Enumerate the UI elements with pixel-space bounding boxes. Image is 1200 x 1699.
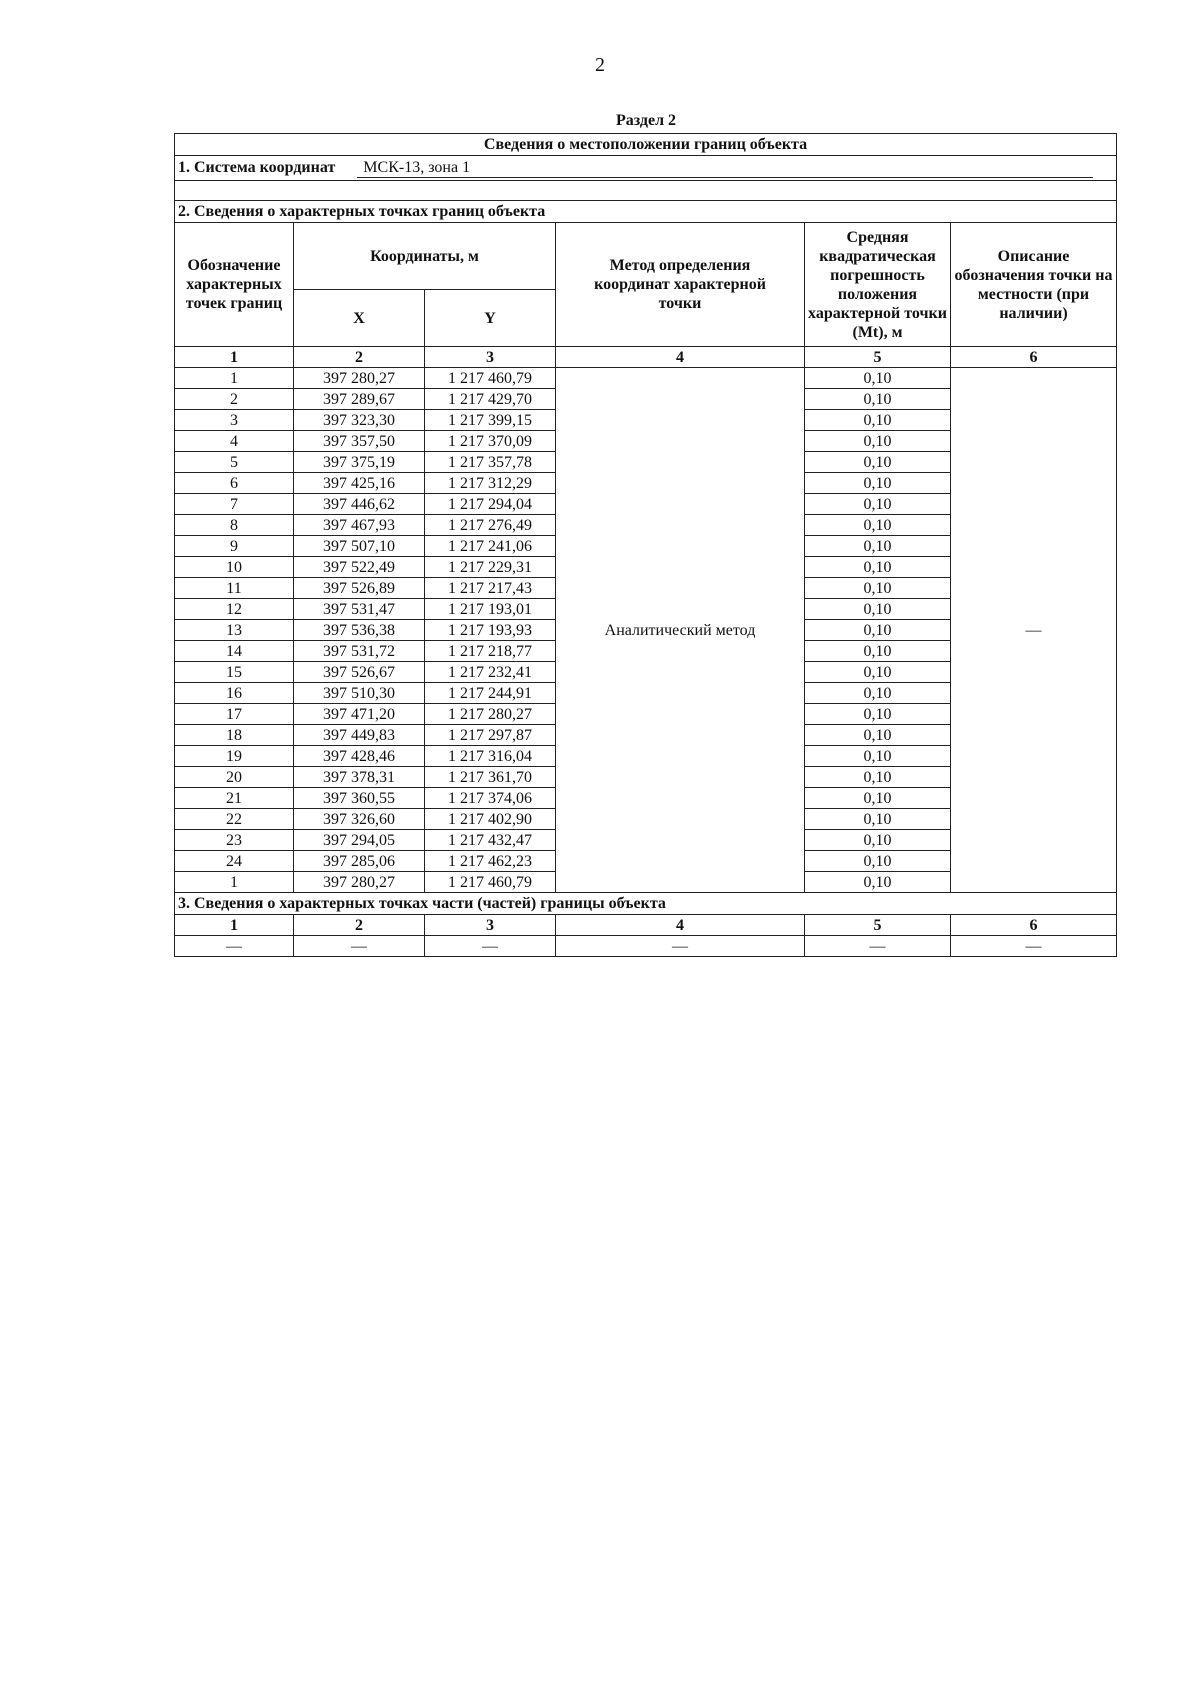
point-number: 2 [175, 389, 294, 410]
point-number: 3 [175, 410, 294, 431]
coord-y: 1 217 297,87 [425, 725, 556, 746]
error-mt: 0,10 [805, 830, 951, 851]
coord-y: 1 217 460,79 [425, 872, 556, 893]
coord-x: 397 280,27 [294, 872, 425, 893]
error-mt: 0,10 [805, 620, 951, 641]
parts-cell-5: — [805, 936, 951, 957]
point-number: 11 [175, 578, 294, 599]
header-error: Средняя квадратическая погрешность положения характерной точки (Mt), м [805, 223, 951, 347]
point-number: 7 [175, 494, 294, 515]
table-title: Сведения о местоположении границ объекта [175, 134, 1117, 156]
error-mt: 0,10 [805, 431, 951, 452]
coord-x: 397 280,27 [294, 368, 425, 389]
coord-system-label: 1. Система координат [178, 159, 336, 176]
coord-y: 1 217 312,29 [425, 473, 556, 494]
point-number: 18 [175, 725, 294, 746]
error-mt: 0,10 [805, 515, 951, 536]
spacer-row [175, 181, 1117, 201]
parts-cell-1: — [175, 936, 294, 957]
header-method: Метод определения координат характерной точки [556, 223, 805, 347]
parts-cell-3: — [425, 936, 556, 957]
point-number: 22 [175, 809, 294, 830]
coord-x: 397 531,72 [294, 641, 425, 662]
point-number: 19 [175, 746, 294, 767]
coord-y: 1 217 460,79 [425, 368, 556, 389]
coord-x: 397 357,50 [294, 431, 425, 452]
parts-cell-4: — [556, 936, 805, 957]
coord-x: 397 446,62 [294, 494, 425, 515]
col-num-5: 5 [805, 347, 951, 368]
error-mt: 0,10 [805, 599, 951, 620]
section-title: Раздел 2 [615, 112, 677, 129]
coord-x: 397 531,47 [294, 599, 425, 620]
coord-x: 397 449,83 [294, 725, 425, 746]
error-mt: 0,10 [805, 494, 951, 515]
error-mt: 0,10 [805, 410, 951, 431]
error-mt: 0,10 [805, 851, 951, 872]
error-mt: 0,10 [805, 788, 951, 809]
point-number: 4 [175, 431, 294, 452]
point-number: 10 [175, 557, 294, 578]
error-mt: 0,10 [805, 809, 951, 830]
error-mt: 0,10 [805, 746, 951, 767]
header-y: Y [425, 290, 556, 347]
description-cell: — [951, 368, 1117, 893]
point-number: 24 [175, 851, 294, 872]
point-number: 1 [175, 368, 294, 389]
error-mt: 0,10 [805, 872, 951, 893]
point-number: 5 [175, 452, 294, 473]
error-mt: 0,10 [805, 725, 951, 746]
parts-section-title: 3. Сведения о характерных точках части (частей) границы объекта [175, 893, 1117, 915]
parts-column-number-row [175, 915, 1117, 936]
coord-x: 397 428,46 [294, 746, 425, 767]
error-mt: 0,10 [805, 389, 951, 410]
coord-y: 1 217 229,31 [425, 557, 556, 578]
point-number: 20 [175, 767, 294, 788]
parts-col-num-2: 2 [294, 915, 425, 936]
parts-col-num-5: 5 [805, 915, 951, 936]
table-row [175, 368, 1117, 389]
error-mt: 0,10 [805, 767, 951, 788]
header-designation: Обозначение характерных точек границ [175, 223, 294, 347]
point-number: 15 [175, 662, 294, 683]
coord-x: 397 526,67 [294, 662, 425, 683]
coord-y: 1 217 244,91 [425, 683, 556, 704]
coord-x: 397 285,06 [294, 851, 425, 872]
parts-cell-2: — [294, 936, 425, 957]
point-number: 14 [175, 641, 294, 662]
coord-y: 1 217 399,15 [425, 410, 556, 431]
coord-y: 1 217 276,49 [425, 515, 556, 536]
coord-y: 1 217 402,90 [425, 809, 556, 830]
point-number: 6 [175, 473, 294, 494]
boundary-table [174, 133, 1117, 957]
column-number-row [175, 347, 1117, 368]
coord-x: 397 536,38 [294, 620, 425, 641]
coord-y: 1 217 193,01 [425, 599, 556, 620]
coord-y: 1 217 241,06 [425, 536, 556, 557]
error-mt: 0,10 [805, 641, 951, 662]
error-mt: 0,10 [805, 683, 951, 704]
error-mt: 0,10 [805, 536, 951, 557]
coord-y: 1 217 462,23 [425, 851, 556, 872]
coord-x: 397 378,31 [294, 767, 425, 788]
col-num-3: 3 [425, 347, 556, 368]
coord-x: 397 425,16 [294, 473, 425, 494]
error-mt: 0,10 [805, 662, 951, 683]
coord-y: 1 217 294,04 [425, 494, 556, 515]
method-cell: Аналитический метод [556, 368, 805, 893]
coord-y: 1 217 357,78 [425, 452, 556, 473]
coord-y: 1 217 374,06 [425, 788, 556, 809]
coord-x: 397 360,55 [294, 788, 425, 809]
point-number: 1 [175, 872, 294, 893]
col-num-4: 4 [556, 347, 805, 368]
coord-x: 397 375,19 [294, 452, 425, 473]
parts-col-num-3: 3 [425, 915, 556, 936]
point-number: 8 [175, 515, 294, 536]
coord-system-value: МСК-13, зона 1 [357, 158, 1093, 178]
point-number: 21 [175, 788, 294, 809]
parts-cell-6: — [951, 936, 1117, 957]
error-mt: 0,10 [805, 557, 951, 578]
page-number: 2 [595, 54, 605, 76]
coord-y: 1 217 361,70 [425, 767, 556, 788]
error-mt: 0,10 [805, 473, 951, 494]
coord-x: 397 467,93 [294, 515, 425, 536]
coord-x: 397 323,30 [294, 410, 425, 431]
coord-x: 397 471,20 [294, 704, 425, 725]
point-number: 23 [175, 830, 294, 851]
coord-y: 1 217 232,41 [425, 662, 556, 683]
col-num-6: 6 [951, 347, 1117, 368]
error-mt: 0,10 [805, 704, 951, 725]
error-mt: 0,10 [805, 452, 951, 473]
col-num-1: 1 [175, 347, 294, 368]
points-section-title: 2. Сведения о характерных точках границ объекта [175, 201, 1117, 223]
coord-y: 1 217 218,77 [425, 641, 556, 662]
parts-empty-row [175, 936, 1117, 957]
coord-x: 397 522,49 [294, 557, 425, 578]
header-x: X [294, 290, 425, 347]
coord-system-row [175, 156, 1117, 181]
error-mt: 0,10 [805, 578, 951, 599]
point-number: 17 [175, 704, 294, 725]
coord-y: 1 217 429,70 [425, 389, 556, 410]
header-description: Описание обозначения точки на местности (при наличии) [951, 223, 1117, 347]
coord-y: 1 217 280,27 [425, 704, 556, 725]
parts-col-num-4: 4 [556, 915, 805, 936]
coord-y: 1 217 370,09 [425, 431, 556, 452]
point-number: 16 [175, 683, 294, 704]
parts-col-num-6: 6 [951, 915, 1117, 936]
coord-x: 397 326,60 [294, 809, 425, 830]
point-number: 12 [175, 599, 294, 620]
header-coordinates: Координаты, м [294, 223, 556, 290]
coord-x: 397 289,67 [294, 389, 425, 410]
coord-y: 1 217 193,93 [425, 620, 556, 641]
coord-y: 1 217 316,04 [425, 746, 556, 767]
error-mt: 0,10 [805, 368, 951, 389]
coord-y: 1 217 217,43 [425, 578, 556, 599]
coord-x: 397 510,30 [294, 683, 425, 704]
coord-x: 397 294,05 [294, 830, 425, 851]
coord-y: 1 217 432,47 [425, 830, 556, 851]
col-num-2: 2 [294, 347, 425, 368]
coord-x: 397 526,89 [294, 578, 425, 599]
parts-col-num-1: 1 [175, 915, 294, 936]
point-number: 13 [175, 620, 294, 641]
coord-x: 397 507,10 [294, 536, 425, 557]
point-number: 9 [175, 536, 294, 557]
